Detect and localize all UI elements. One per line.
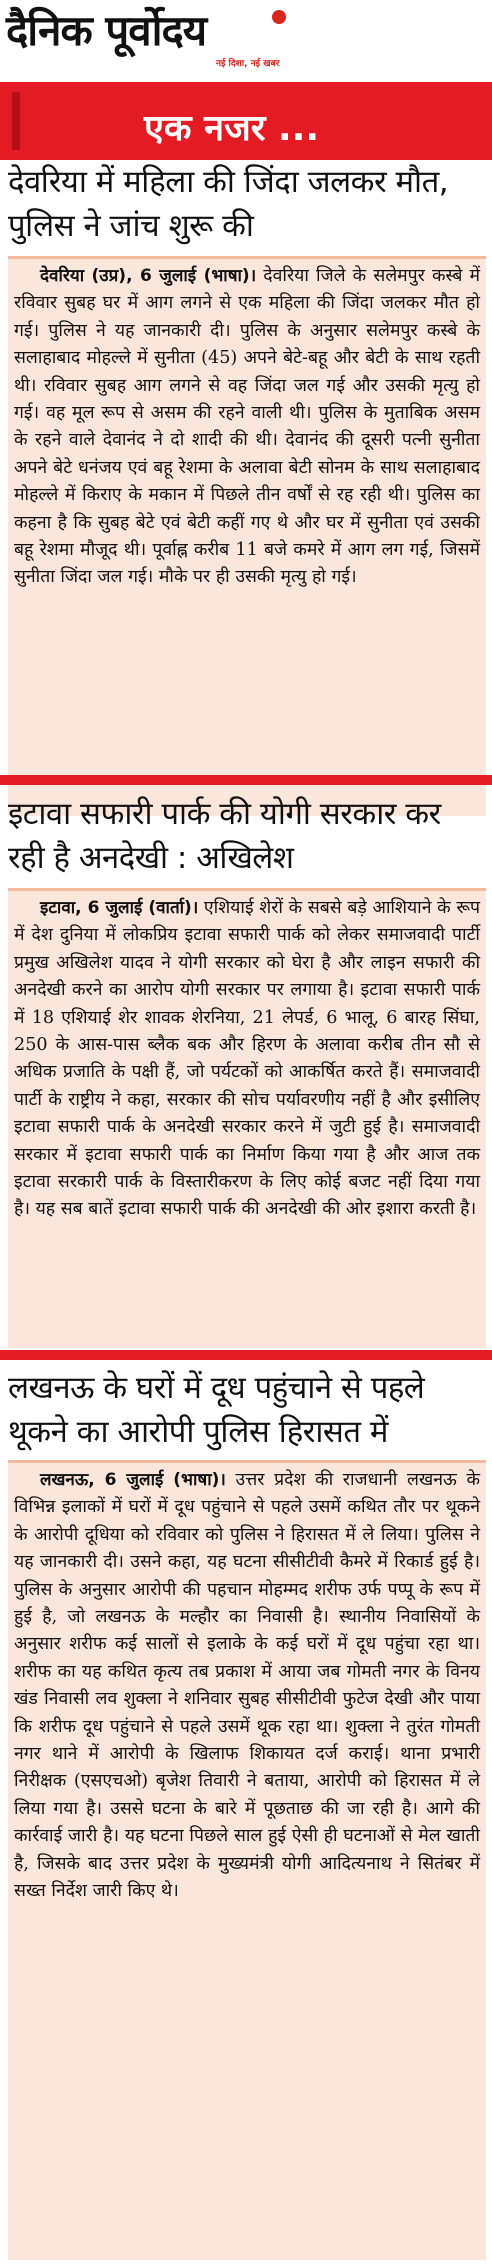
article-headline: इटावा सफारी पार्क की योगी सरकार कर रही है अनदेखी : अखिलेश xyxy=(8,796,441,876)
newspaper-logo: दैनिक पूर्वोदय xyxy=(6,6,207,55)
article-dateline: देवरिया (उप्र), 6 जुलाई (भाषा)। xyxy=(40,266,257,286)
article-text xyxy=(14,895,480,1224)
article-dateline: लखनऊ, 6 जुलाई (भाषा)। xyxy=(40,1470,226,1490)
article-dateline: इटावा, 6 जुलाई (वार्ता)। xyxy=(40,898,199,918)
section-banner xyxy=(0,82,492,160)
article-divider xyxy=(0,775,492,785)
article-headline: लखनऊ के घरों में दूध पहुंचाने से पहले थूकने का आरोपी पुलिस हिरासत में xyxy=(8,1370,425,1450)
article-paragraph: देवरिया जिले के सलेमपुर कस्बे में रविवार सुबह घर में आग लगने से एक महिला की जिंदा जलकर मौत हो गई। पुलिस ने यह जानकारी दी। पुलिस के अनुसार सलेमपुर कस्बे के सलाहाबाद मोहल्ले में सुनीता (45) अपने बेटे-बहू और बेटी के साथ रहती थी। रविवार सुबह आग लगने से वह जिंदा जल गई और उसकी मृत्यु हो गई। वह मूल रूप से असम की रहने वाली थी। पुलिस के मुताबिक असम के रहने वाले देवानंद ने दो शादी की थी। देवानंद की दूसरी पत्नी सुनीता अपने बेटे धनंजय एवं बहू रेशमा के अलावा बेटी सोनम के साथ सलाहाबाद मोहल्ले में किराए के मकान में पिछले तीन वर्षों से रह रही थी। पुलिस का कहना है कि सुबह बेटे एवं बेटी कहीं गए थे और घर में सुनीता एवं उसकी बहू रेशमा मौजूद थी। पूर्वाह्न करीब 11 बजे कमरे में आग लग गई, जिसमें सुनीता जिंदा जल गई। मौके पर ही उसकी मृत्यु हो गई। xyxy=(14,266,481,588)
section-banner-frame xyxy=(12,92,480,150)
article-headline: देवरिया में महिला की जिंदा जलकर मौत, पुलिस ने जांच शुरू की xyxy=(8,164,449,244)
logo-sun-icon xyxy=(272,10,286,24)
section-title: एक नजर ... xyxy=(144,108,320,149)
article-body xyxy=(8,888,486,1348)
article-text xyxy=(14,1467,480,1906)
article-text xyxy=(14,263,480,592)
article-paragraph: एशियाई शेरों के सबसे बड़े आशियाने के रूप में देश दुनिया में लोकप्रिय इटावा सफारी पार्क को लेकर समाजवादी पार्टी प्रमुख अखिलेश यादव ने योगी सरकार को घेरा है और लाइन सफारी की अनदेखी करने का आरोप योगी सरकार पर लगाया है। इटावा सफारी पार्क में 18 एशियाई शेर शावक शेरनिया, 21 लेपर्ड, 6 भालू, 6 बारह सिंघा, 250 के आस-पास ब्लैक बक और हिरण के अलावा करीब तीन सौ से अधिक प्रजाति के पक्षी हैं, जो पर्यटकों को आकर्षित करते हैं। समाजवादी पार्टी के राष्ट्रीय ने कहा, सरकार की सोच पर्यावरणीय नहीं है और इसीलिए इटावा सफारी पार्क के अनदेखी सरकार करने में जुटी हुई है। समाजवादी सरकार में इटावा सफारी पार्क का निर्माण किया गया है और आज तक इटावा सरकारी पार्क के विस्तारीकरण के लिए कोई बजट नहीं दिया गया है। यह सब बातें इटावा सफारी पार्क की अनदेखी की ओर इशारा करती है। xyxy=(14,898,480,1220)
article-paragraph: उत्तर प्रदेश की राजधानी लखनऊ के विभिन्न इलाकों में घरों में दूध पहुंचाने से पहले उसमें कथित तौर पर थूकने के आरोपी दूधिया को रविवार को पुलिस ने हिरासत में ले लिया। पुलिस ने यह जानकारी दी। उसने कहा, यह घटना सीसीटीवी कैमरे में रिकार्ड हुई है। पुलिस के अनुसार आरोपी की पहचान मोहम्मद शरीफ उर्फ पप्पू के रूप में हुई है, जो लखनऊ के मल्हौर का निवासी है। स्थानीय निवासियों के अनुसार शरीफ कई सालों से इलाके के कई घरों में दूध पहुंचा रहा था। शरीफ का यह कथित कृत्य तब प्रकाश में आया जब गोमती नगर के विनय खंड निवासी लव शुक्ला ने शनिवार सुबह सीसीटीवी फुटेज देखी और पाया कि शरीफ दूध पहुंचाने से पहले उसमें थूक रहा था। शुक्ला ने तुरंत गोमती नगर थाने में आरोपी के खिलाफ शिकायत दर्ज कराई। थाना प्रभारी निरीक्षक (एसएचओ) बृजेश तिवारी ने बताया, आरोपी को हिरासत में ले लिया गया है। उससे घटना के बारे में पूछताछ की जा रही है। आगे की कार्रवाई जारी है। यह घटना पिछले साल हुई ऐसी ही घटनाओं से मेल खाती है, जिसके बाद उत्तर प्रदेश के मुख्यमंत्री योगी आदित्यनाथ ने सितंबर में सख्त निर्देश जारी किए थे। xyxy=(14,1470,480,1902)
article-body xyxy=(8,256,486,816)
newspaper-tagline: नई दिशा, नई खबर xyxy=(216,59,280,69)
masthead xyxy=(0,0,492,82)
article-divider xyxy=(0,1350,492,1360)
article-body xyxy=(8,1460,486,2260)
